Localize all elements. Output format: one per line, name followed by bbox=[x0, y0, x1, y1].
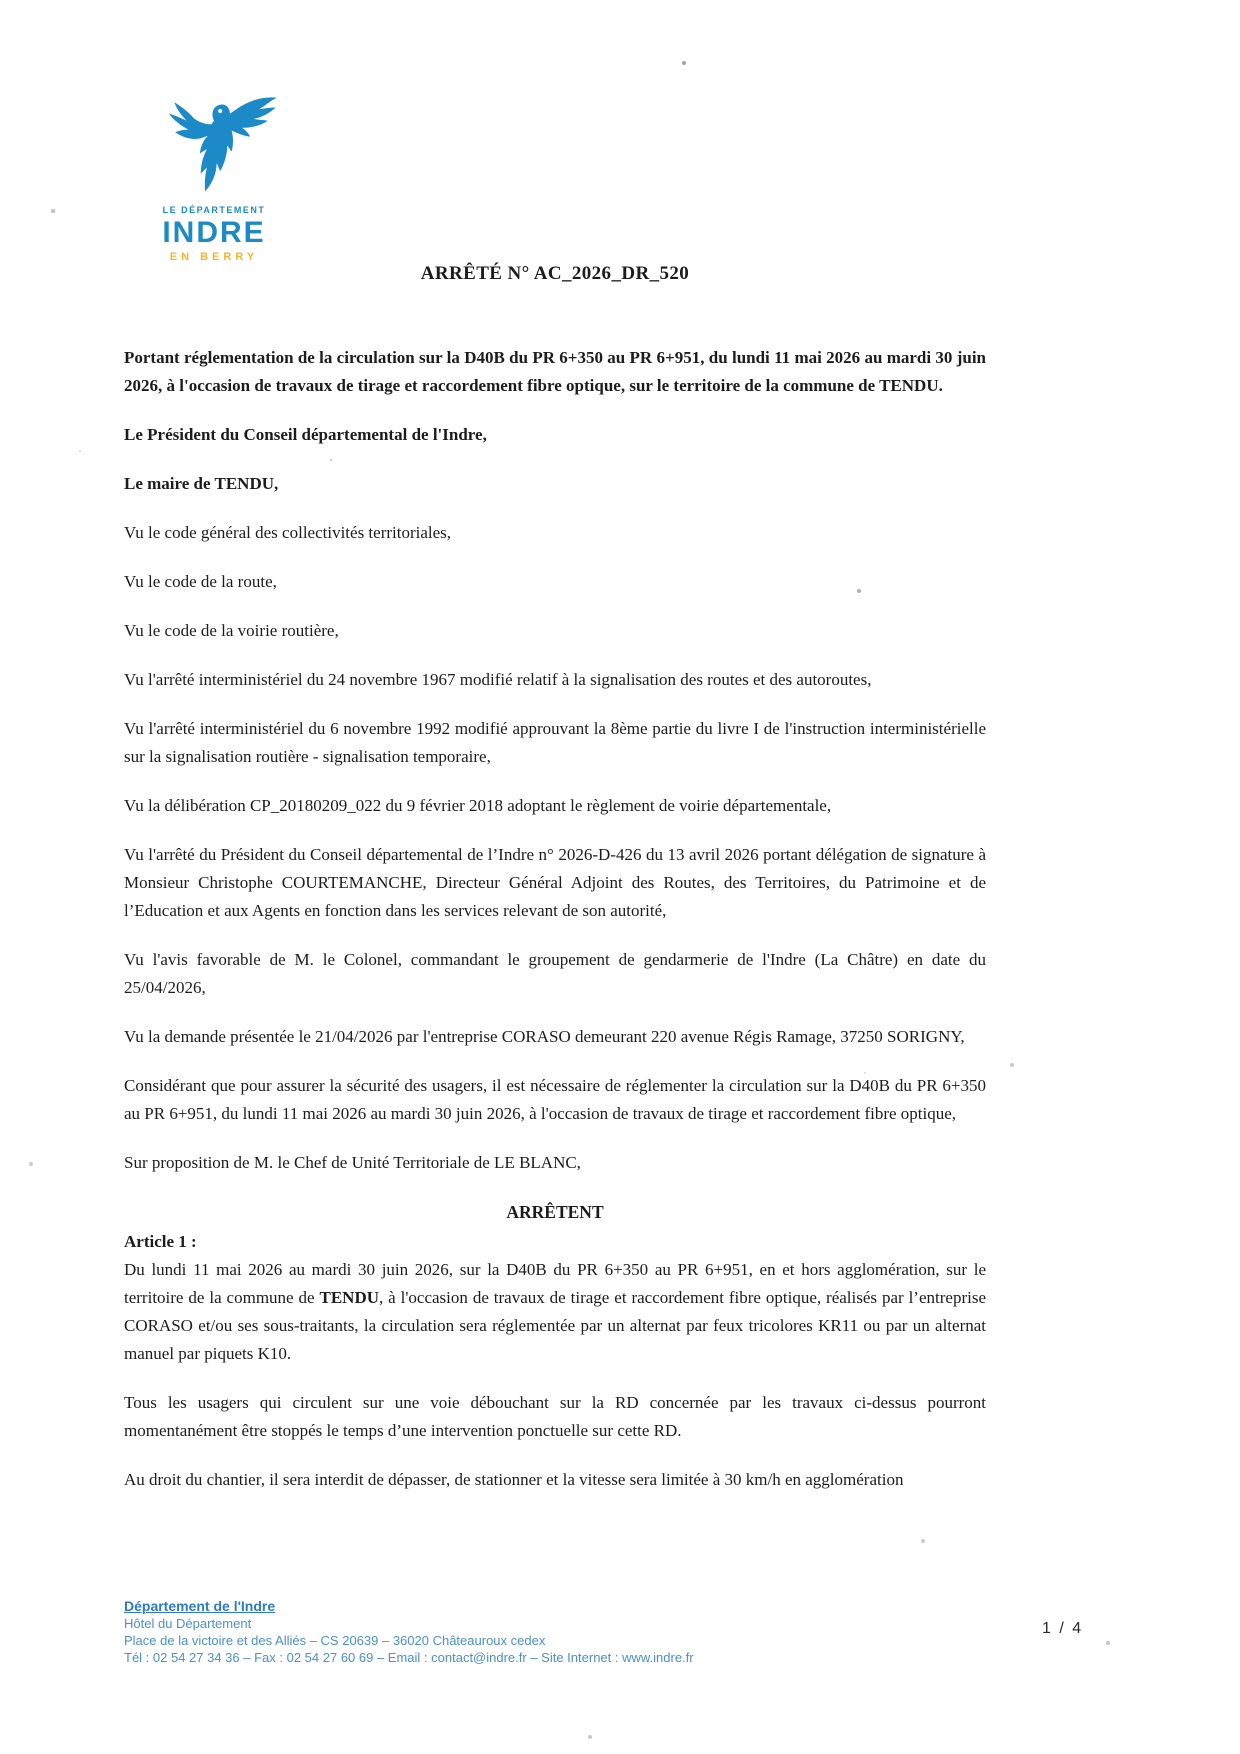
footer-building: Hôtel du Département bbox=[124, 1616, 252, 1631]
considerant-paragraph: Considérant que pour assurer la sécurité des usagers, il est nécessaire de réglementer la circulation sur la D40B du PR 6+350 au PR 6+951, du lundi 11 mai 2026 au mardi 30 juin 2026, à l'occasion de travaux de tirage et raccordement fibre optique, bbox=[124, 1076, 986, 1123]
maire-line: Le maire de TENDU, bbox=[124, 474, 279, 493]
vu-clause: Vu l'avis favorable de M. le Colonel, commandant le groupement de gendarmerie de l'Indre (La Châtre) en date du 25/04/2026, bbox=[124, 950, 986, 997]
article-1-text bbox=[124, 1256, 986, 1368]
usagers-paragraph: Tous les usagers qui circulent sur une voie débouchant sur la RD concernée par les travaux ci-dessus pourront momentanément être stoppés le temps d’une intervention ponctuelle sur cette RD. bbox=[124, 1393, 986, 1440]
logo-region-label: EN BERRY bbox=[169, 251, 259, 263]
footer-department-name: Département de l'Indre bbox=[124, 1598, 276, 1614]
scan-noise bbox=[0, 0, 2, 2]
article-1-commune: TENDU bbox=[319, 1288, 379, 1307]
document-body bbox=[124, 260, 986, 1515]
footer-address: Place de la victoire et des Alliés – CS 20639 – 36020 Châteauroux cedex bbox=[124, 1633, 546, 1648]
vu-clause: Vu la délibération CP_20180209_022 du 9 février 2018 adoptant le règlement de voirie départementale, bbox=[124, 796, 832, 815]
vu-clause: Vu l'arrêté interministériel du 24 novembre 1967 modifié relatif à la signalisation des routes et des autoroutes, bbox=[124, 670, 872, 689]
logo-name: INDRE bbox=[162, 216, 266, 249]
vu-clause: Vu l'arrêté interministériel du 6 novembre 1992 modifié approuvant la 8ème partie du livre I de l'instruction interministérielle sur la signalisation routière - signalisation temporaire, bbox=[124, 719, 986, 766]
page-footer bbox=[124, 1598, 694, 1666]
vu-clause: Vu le code de la route, bbox=[124, 572, 277, 591]
footer-contact: Tél : 02 54 27 34 36 – Fax : 02 54 27 60 69 – Email : contact@indre.fr – Site Internet : www.indre.fr bbox=[124, 1650, 694, 1665]
indre-logo bbox=[138, 96, 290, 263]
subject-paragraph: Portant réglementation de la circulation sur la D40B du PR 6+350 au PR 6+951, du lundi 11 mai 2026 au mardi 30 juin 2026, à l'occasion de travaux de tirage et raccordement fibre optique, sur le territoire de la commune de TENDU. bbox=[124, 348, 986, 395]
proposition-paragraph: Sur proposition de M. le Chef de Unité Territoriale de LE BLANC, bbox=[124, 1153, 581, 1172]
vu-clause: Vu le code général des collectivités territoriales, bbox=[124, 523, 452, 542]
document-title: ARRÊTÉ N° AC_2026_DR_520 bbox=[420, 263, 690, 284]
vu-clause: Vu le code de la voirie routière, bbox=[124, 621, 339, 640]
bird-logo-icon bbox=[143, 96, 285, 202]
page-number: 1 / 4 bbox=[1042, 1620, 1084, 1637]
arretent-heading: ARRÊTENT bbox=[506, 1202, 604, 1222]
vu-clause: Vu l'arrêté du Président du Conseil départemental de l’Indre n° 2026-D-426 du 13 avril 2026 portant délégation de signature à Monsieur Christophe COURTEMANCHE, Directeur Général Adjoint des Routes, des Territoires, du Patrimoine et de l’Education et aux Agents en fonction dans les services relevant de son autorité, bbox=[124, 845, 986, 920]
article-1-label: Article 1 : bbox=[124, 1232, 197, 1251]
article-1-text-before: Du lundi 11 mai 2026 au mardi 30 juin 2026, sur la D40B du PR 6+350 au PR 6+951, en et hors agglomération, sur le territoire de la commune de bbox=[124, 1260, 986, 1307]
vu-clause: Vu la demande présentée le 21/04/2026 par l'entreprise CORASO demeurant 220 avenue Régis Ramage, 37250 SORIGNY, bbox=[124, 1027, 965, 1046]
logo-department-label: LE DÉPARTEMENT bbox=[162, 205, 266, 215]
president-line: Le Président du Conseil départemental de l'Indre, bbox=[124, 425, 487, 444]
article-1-text-after: , à l'occasion de travaux de tirage et raccordement fibre optique, réalisés par l’entreprise CORASO et/ou ses sous-traitants, la circulation sera réglementée par un alternat par feux tricolores KR11 ou par un alternat manuel par piquets K10. bbox=[124, 1288, 986, 1363]
chantier-paragraph: Au droit du chantier, il sera interdit de dépasser, de stationner et la vitesse sera limitée à 30 km/h en agglomération bbox=[124, 1470, 904, 1489]
